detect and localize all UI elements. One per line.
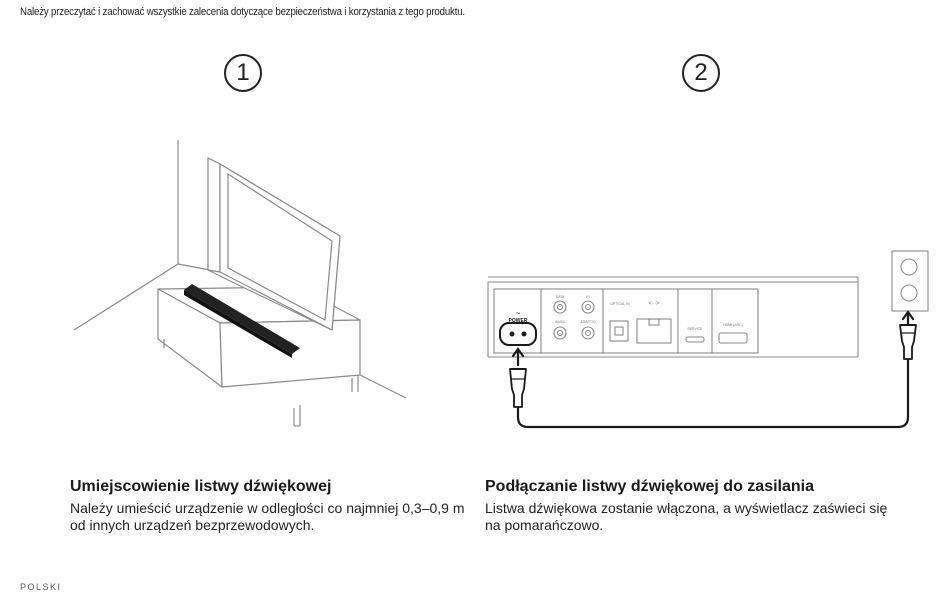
power-plug-icon <box>510 369 526 407</box>
optical-label: OPTICAL IN <box>610 302 630 306</box>
soundbar-placement-illustration <box>60 130 420 430</box>
step-2-title: Podłączanie listwy dźwiękowej do zasilania <box>485 478 814 495</box>
power-label: POWER <box>508 318 528 324</box>
safety-notice: Należy przeczytać i zachować wszystkie zalecenia dotyczące bezpieczeństwa i korzystania z tego produktu. <box>20 6 465 18</box>
bass-label: BASS <box>555 320 565 324</box>
adaptiq-label: ADAPTIQ <box>580 320 596 324</box>
ir-label: IR <box>586 295 590 299</box>
wall-plug-icon <box>900 325 916 359</box>
power-symbol: ~ <box>515 309 521 318</box>
data-label: DATA <box>555 295 565 299</box>
service-label: SERVICE <box>687 327 703 331</box>
step-1-caption <box>70 478 470 534</box>
language-footer: POLSKI <box>20 582 62 592</box>
step-2-number: 2 <box>682 54 720 92</box>
step-1-body: Należy umieścić urządzenie w odległości co najmniej 0,3–0,9 m od innych urządzeń bezprzewodowych. <box>70 500 465 533</box>
hdmi-label: HDMI (ARC) <box>723 323 743 327</box>
step-2-body: Listwa dźwiękowa zostanie włączona, a wyświetlacz zaświeci się na pomarańczowo. <box>485 500 888 533</box>
step-1-title: Umiejscowienie listwy dźwiękowej <box>70 478 332 495</box>
step-1-number: 1 <box>224 54 262 92</box>
step-2-caption <box>485 478 905 534</box>
power-connection-illustration <box>480 245 945 435</box>
network-label: <··> <box>648 301 660 307</box>
